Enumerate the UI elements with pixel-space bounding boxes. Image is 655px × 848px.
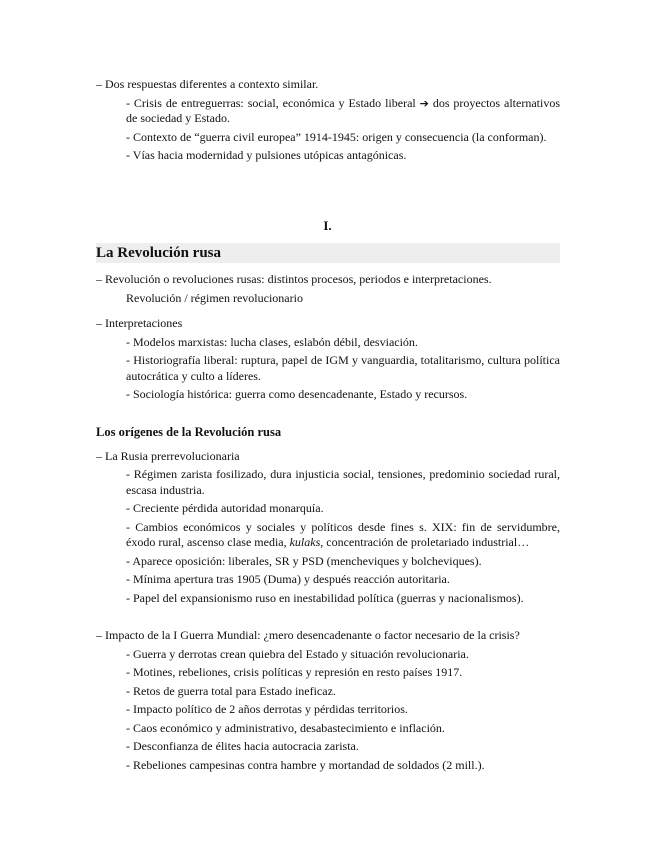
section-title-bar xyxy=(96,243,560,263)
origins-item-6: - Papel del expansionismo ruso en inestabilidad política (guerras y nacionalismos). xyxy=(126,590,524,605)
intro-main: – Dos respuestas diferentes a contexto similar. xyxy=(96,77,319,91)
interpretations-main: – Interpretaciones xyxy=(96,316,183,330)
war-item-5: - Caos económico y administrativo, desabastecimiento e inflación. xyxy=(126,720,445,735)
interpretation-item-3: - Sociología histórica: guerra como desencadenante, Estado y recursos. xyxy=(126,387,468,401)
war-item-3: - Retos de guerra total para Estado ineficaz. xyxy=(126,683,336,698)
origins-main: – La Rusia prerrevolucionaria xyxy=(96,448,240,463)
war-item-1: - Guerra y derrotas crean quiebra del Estado y situación revolucionaria. xyxy=(126,646,469,661)
intro-item-1 xyxy=(126,96,560,127)
section-title: La Revolución rusa xyxy=(96,245,222,261)
interpretation-item-2: - Historiografía liberal: ruptura, papel de IGM y vanguardia, totalitarismo, cultura política autocrática y culto a líderes. xyxy=(126,353,560,383)
intro-item-1-post: dos proyectos alternativos de sociedad y Estado. xyxy=(126,95,561,125)
war-item-4: - Impacto político de 2 años derrotas y pérdidas territorios. xyxy=(126,702,408,716)
origins-item-3-post: , concentración de proletariado industrial… xyxy=(320,535,530,549)
interpretations-section xyxy=(96,316,560,403)
origins-heading: Los orígenes de la Revolución rusa xyxy=(96,425,282,439)
origins-item-4: - Aparece oposición: liberales, SR y PSD (mencheviques y bolcheviques). xyxy=(126,553,482,568)
war-section xyxy=(96,628,560,773)
war-item-7: - Rebeliones campesinas contra hambre y mortandad de soldados (2 mill.). xyxy=(126,757,485,772)
intro-section xyxy=(96,77,560,164)
revolution-main: – Revolución o revoluciones rusas: distintos procesos, periodos e interpretaciones. xyxy=(96,272,492,286)
origins-item-1: - Régimen zarista fosilizado, dura injusticia social, tensiones, predominio sociedad rural, escasa industria. xyxy=(126,467,560,497)
interpretation-item-1: - Modelos marxistas: lucha clases, eslabón débil, desviación. xyxy=(126,334,418,349)
intro-item-3: - Vías hacia modernidad y pulsiones utópicas antagónicas. xyxy=(126,148,407,162)
origins-item-3-em: kulaks xyxy=(289,535,321,549)
intro-item-1-pre: - Crisis de entreguerras: social, económica y Estado liberal xyxy=(126,95,420,110)
origins-item-3 xyxy=(126,520,560,551)
revolution-section xyxy=(96,272,560,306)
war-item-6: - Desconfianza de élites hacia autocracia zarista. xyxy=(126,739,359,753)
war-item-2: - Motines, rebeliones, crisis políticas y represión en resto países 1917. xyxy=(126,665,463,679)
origins-item-5: - Mínima apertura tras 1905 (Duma) y después reacción autoritaria. xyxy=(126,572,450,586)
war-main: – Impacto de la I Guerra Mundial: ¿mero desencadenante o factor necesario de la crisis? xyxy=(96,628,520,642)
revolution-sub: Revolución / régimen revolucionario xyxy=(126,290,303,305)
section-numeral: I. xyxy=(323,218,332,233)
origins-item-3-pre: - Cambios económicos y sociales y políticos desde fines s. XIX: fin de servidumbre, éxodo rural, ascenso clase media, xyxy=(126,519,560,549)
arrow-right-icon: ➔ xyxy=(419,96,429,110)
origins-item-2: - Creciente pérdida autoridad monarquía. xyxy=(126,501,324,515)
origins-section xyxy=(96,425,560,606)
intro-item-2: - Contexto de “guerra civil europea” 1914-1945: origen y consecuencia (la conforman). xyxy=(126,129,547,144)
